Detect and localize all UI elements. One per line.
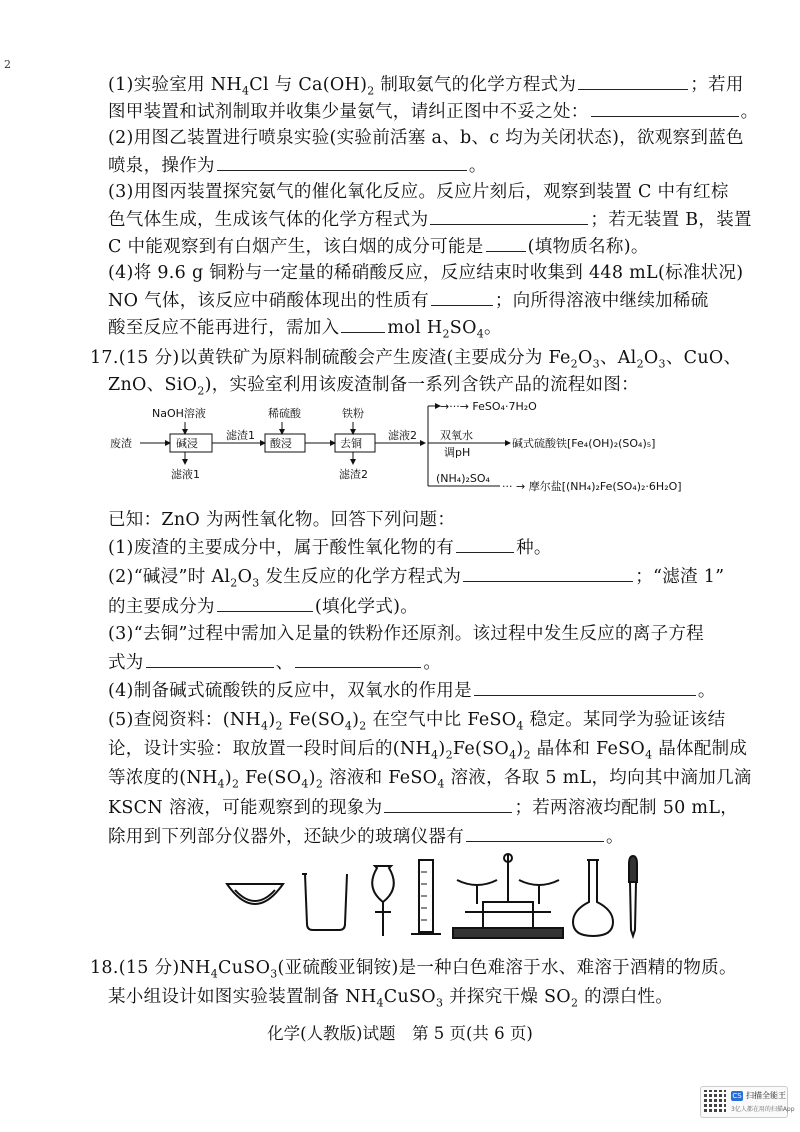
text-run: 、CuO、 xyxy=(665,348,742,368)
text-run: 发生反应的化学方程式为 xyxy=(259,567,462,587)
text-run: 制取氨气的化学方程式为 xyxy=(374,75,577,95)
text-run: 17.(15 分)以黄铁矿为原料制硫酸会产生废渣(主要成分为 Fe xyxy=(90,348,571,368)
text-run: (3)“去铜”过程中需加入足量的铁粉作还原剂。该过程中发生反应的离子方程 xyxy=(108,624,704,644)
text-run: ) xyxy=(268,710,276,730)
text-run: )，实验室利用该废渣制备一系列含铁产品的流程如图： xyxy=(204,375,639,395)
text-line xyxy=(108,737,747,768)
subscript: 2 xyxy=(523,748,531,762)
answer-blank[interactable] xyxy=(578,72,688,90)
text-run: ) xyxy=(308,768,316,788)
text-run: ZnO、SiO xyxy=(108,375,198,395)
text-run: mol H xyxy=(387,318,443,338)
text-run: 、 xyxy=(275,653,294,673)
flow-reagent3: 铁粉 xyxy=(342,407,364,420)
text-line xyxy=(108,508,455,532)
subscript: 4 xyxy=(210,967,219,981)
cs-logo-icon: CS xyxy=(732,1092,742,1100)
subscript: 4 xyxy=(217,777,225,791)
subscript: 3 xyxy=(658,357,666,371)
subscript: 2 xyxy=(275,719,283,733)
subscript: 2 xyxy=(570,357,578,371)
text-run: 晶体和 FeSO xyxy=(530,739,646,759)
text-run: 酸至反应不能再进行，需加入 xyxy=(108,318,340,338)
text-line xyxy=(108,985,673,1016)
text-line xyxy=(90,956,737,987)
text-run: CuSO xyxy=(383,987,436,1007)
flow-top-branch: →···→ FeSO₄·7H₂O xyxy=(440,400,537,413)
flow-mid1: 滤渣1 xyxy=(226,429,255,442)
text-run: 式为 xyxy=(108,653,144,673)
flow-feed: 废渣 xyxy=(110,437,132,450)
text-run: Fe(SO xyxy=(239,768,302,788)
text-run: (4)制备碱式硫酸铁的反应中，双氧水的作用是 xyxy=(108,681,472,701)
text-line xyxy=(108,535,552,560)
text-run: (1)废渣的主要成分中，属于酸性氧化物的有 xyxy=(108,538,455,558)
volumetric-flask-icon xyxy=(573,860,613,936)
text-line xyxy=(90,346,741,377)
text-run: 等浓度的(NH xyxy=(108,768,218,788)
subscript: 3 xyxy=(252,576,260,590)
answer-blank[interactable] xyxy=(217,594,313,612)
subscript: 2 xyxy=(636,357,644,371)
answer-blank[interactable] xyxy=(217,153,467,171)
text-run: 某小组设计如图实验装置制备 NH xyxy=(108,987,377,1007)
text-line xyxy=(108,234,649,259)
text-run: ) xyxy=(352,710,360,730)
answer-blank[interactable] xyxy=(431,288,493,306)
badge-subtitle: 3亿人都在用的扫描App xyxy=(731,1106,795,1113)
subscript: 4 xyxy=(261,719,269,733)
text-run: (填物质名称)。 xyxy=(527,237,649,257)
subscript: 2 xyxy=(570,996,579,1010)
text-run: ) xyxy=(224,768,232,788)
text-run: 。 xyxy=(606,827,624,847)
text-run: 。 xyxy=(468,156,487,176)
text-run: 图甲装置和试剂制取并收集少量氨气，请纠正图中不妥之处： xyxy=(108,102,589,122)
text-run: (2)“碱浸”时 Al xyxy=(108,567,231,587)
text-run: (填化学式)。 xyxy=(314,597,419,617)
text-run: 稳定。某同学为验证该结 xyxy=(523,710,726,730)
subscript: 2 xyxy=(197,384,205,398)
text-run: 论，设计实验：取放置一段时间后的(NH xyxy=(108,739,432,759)
text-run: 。 xyxy=(740,102,759,122)
subscript: 3 xyxy=(270,967,278,981)
text-run: 色气体生成，生成该气体的化学方程式为 xyxy=(108,210,429,230)
scanner-badge xyxy=(700,1086,795,1118)
text-line xyxy=(108,153,487,178)
text-run: 的主要成分为 xyxy=(108,597,215,617)
text-run: Cl 与 Ca(OH) xyxy=(249,75,368,95)
subscript: 2 xyxy=(359,719,367,733)
subscript: 4 xyxy=(376,996,384,1010)
flow-box1: 碱浸 xyxy=(176,437,198,450)
subscript: 4 xyxy=(241,84,250,98)
text-run: ) xyxy=(516,739,524,759)
answer-blank[interactable] xyxy=(474,678,696,696)
text-run: Fe(SO xyxy=(452,739,510,759)
page-footer: 化学(人教版)试题 第 5 页(共 6 页) xyxy=(267,1024,533,1043)
text-line xyxy=(108,207,752,232)
evaporating-dish-icon xyxy=(227,884,283,904)
subscript: 3 xyxy=(435,996,444,1010)
text-run: ；若无装置 B，装置 xyxy=(590,210,752,230)
subscript: 4 xyxy=(431,748,439,762)
answer-blank[interactable] xyxy=(384,795,512,813)
subscript: 2 xyxy=(231,777,240,791)
text-line xyxy=(108,373,639,404)
text-line xyxy=(108,678,716,703)
flow-box2: 酸浸 xyxy=(270,437,292,450)
text-run: ) xyxy=(438,739,446,759)
text-run: 、Al xyxy=(599,348,637,368)
text-run: 。 xyxy=(484,318,502,338)
text-run: O xyxy=(643,348,659,368)
text-line xyxy=(108,708,725,739)
subscript: 4 xyxy=(645,748,653,762)
answer-blank[interactable] xyxy=(463,564,633,582)
text-run: ；若两溶液均配制 50 mL， xyxy=(514,798,739,818)
subscript: 4 xyxy=(476,327,485,341)
text-run: (4)将 9.6 g 铜粉与一定量的稀硝酸反应，反应结束时收集到 448 mL(标准状况) xyxy=(108,263,744,283)
subscript: 2 xyxy=(315,777,324,791)
text-line xyxy=(108,564,724,596)
text-line xyxy=(108,766,752,797)
text-run: 已知：ZnO 为两性氧化物。回答下列问题： xyxy=(108,510,456,530)
subscript: 2 xyxy=(445,748,453,762)
text-line xyxy=(108,594,418,619)
subscript: 3 xyxy=(592,357,600,371)
text-run: 溶液，各取 5 mL，均向其中滴加几滴 xyxy=(444,768,752,788)
beaker-icon xyxy=(302,874,347,930)
answer-blank[interactable] xyxy=(341,315,385,333)
text-run: KSCN 溶液，可能观察到的现象为 xyxy=(108,798,383,818)
text-run: (3)用图丙装置探究氨气的催化氧化反应。反应片刻后，观察到装置 C 中有红棕 xyxy=(108,182,729,202)
flow-bot-product: ··· → 摩尔盐[(NH₄)₂Fe(SO₄)₂·6H₂O] xyxy=(502,480,682,493)
flow-reagent2: 稀硫酸 xyxy=(268,407,301,420)
text-line xyxy=(108,795,738,820)
subscript: 2 xyxy=(442,327,450,341)
answer-blank[interactable] xyxy=(295,650,421,668)
flow-out3: 滤渣2 xyxy=(339,468,368,481)
answer-blank[interactable] xyxy=(456,535,514,553)
text-run: ；若用 xyxy=(690,75,744,95)
subscript: 4 xyxy=(516,719,524,733)
text-line xyxy=(108,622,704,646)
text-run: 喷泉，操作为 xyxy=(108,156,215,176)
balance-scale-icon xyxy=(453,854,563,938)
text-run: (2)用图乙装置进行喷泉实验(实验前活塞 a、b、c 均为关闭状态)，欲观察到蓝色 xyxy=(108,128,744,148)
text-run: 除用到下列部分仪器外，还缺少的玻璃仪器有 xyxy=(108,827,464,847)
text-run: NO 气体，该反应中硝酸体现出的性质有 xyxy=(108,291,429,311)
graduated-cylinder-icon xyxy=(411,860,441,934)
process-flow-diagram xyxy=(110,400,750,500)
text-run: 溶液和 FeSO xyxy=(323,768,438,788)
text-run: (1)实验室用 NH xyxy=(108,75,242,95)
text-run: CuSO xyxy=(218,958,271,978)
text-run: 。 xyxy=(423,653,442,673)
page-mark: 2 xyxy=(4,58,11,71)
answer-blank[interactable] xyxy=(591,99,739,117)
text-run: ；向所得溶液中继续加稀硫 xyxy=(494,291,709,311)
text-line xyxy=(108,650,441,675)
text-line xyxy=(108,315,502,347)
text-run: 晶体配制成 xyxy=(652,739,748,759)
text-run: O xyxy=(577,348,593,368)
text-run: 种。 xyxy=(516,538,552,558)
flow-reagent1: NaOH溶液 xyxy=(152,407,206,420)
flow-bot-reagent: (NH₄)₂SO₄ xyxy=(436,472,490,485)
dropper-icon xyxy=(629,856,637,936)
flow-box3: 去铜 xyxy=(340,437,362,450)
answer-blank[interactable] xyxy=(466,824,604,842)
text-run: (5)查阅资料：(NH xyxy=(108,710,261,730)
flow-mid-product: 碱式硫酸铁[Fe₄(OH)₂(SO₄)₅] xyxy=(512,437,656,450)
answer-blank[interactable] xyxy=(486,234,526,252)
badge-title: 扫描全能王 xyxy=(746,1091,786,1100)
text-run: 的漂白性。 xyxy=(578,987,674,1007)
subscript: 4 xyxy=(437,777,445,791)
text-line xyxy=(108,180,729,204)
text-run: 。 xyxy=(697,681,716,701)
subscript: 2 xyxy=(230,576,238,590)
lab-equipment-illustration xyxy=(225,852,645,944)
answer-blank[interactable] xyxy=(430,207,588,225)
subscript: 4 xyxy=(344,719,353,733)
text-run: 并探究干燥 SO xyxy=(443,987,571,1007)
text-run: C 中能观察到有白烟产生，该白烟的成分可能是 xyxy=(108,237,484,257)
subscript: 4 xyxy=(509,748,517,762)
subscript: 2 xyxy=(367,84,375,98)
text-run: Fe(SO xyxy=(282,710,345,730)
text-line xyxy=(108,261,743,285)
text-run: O xyxy=(237,567,253,587)
subscript: 4 xyxy=(301,777,309,791)
text-line xyxy=(108,126,744,150)
text-run: 在空气中比 FeSO xyxy=(366,710,517,730)
text-run: 18.(15 分)NH xyxy=(90,958,211,978)
flow-mid-reagent: 双氧水 xyxy=(440,429,473,442)
separatory-funnel-icon xyxy=(372,866,394,936)
text-run: ；“滤渣 1” xyxy=(635,567,725,587)
flow-mid-cond: 调pH xyxy=(444,446,471,459)
flow-mid2: 滤液2 xyxy=(388,429,417,442)
text-line xyxy=(108,824,624,849)
text-line xyxy=(108,288,709,313)
answer-blank[interactable] xyxy=(146,650,274,668)
text-run: (亚硫酸亚铜铵)是一种白色难溶于水、难溶于酒精的物质。 xyxy=(277,958,737,978)
text-run: SO xyxy=(449,318,477,338)
flow-out1: 滤液1 xyxy=(171,468,200,481)
text-line xyxy=(108,99,758,124)
